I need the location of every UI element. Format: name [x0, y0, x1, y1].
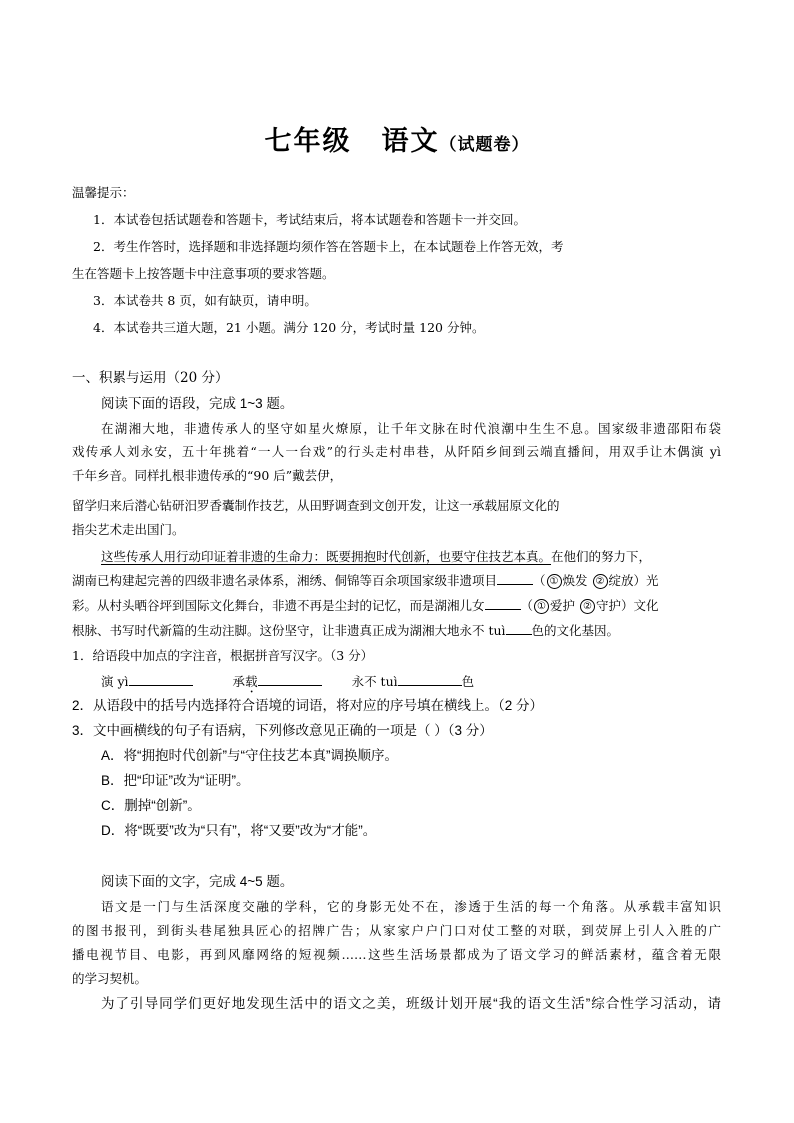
- title-subject: 语文: [381, 126, 440, 157]
- question-1-stem: 1．给语段中加点的字注音，根据拼音写汉字。（3 分）: [72, 648, 374, 663]
- passage1-line-6-rest: 在他们的努力下，: [551, 549, 652, 564]
- activity-intro: 为了引导同学们更好地发现生活中的语文之美，班级计划开展“我的语文生活”综合性学习活动，请: [101, 996, 721, 1011]
- passage1-line-8-text: 彩。从村头晒谷坪到国际文化舞台，非遗不再是尘封的记忆，而是湖湘儿女: [72, 598, 485, 613]
- choice-word-2: 守护）文化: [596, 598, 659, 613]
- passage1-line-2: 戏传承人刘永安，五十年挑着“一人一台戏”的行头走村串巷，从阡陌乡间到云端直播间，用双手让木偶演 yì: [72, 444, 721, 459]
- passage1-line-9: [72, 622, 619, 640]
- tip-item-1: 1．本试卷包括试题卷和答题卡，考试结束后，将本试题卷和答题卡一并交回。: [93, 212, 526, 227]
- passage1-line-7: [72, 572, 659, 590]
- underlined-sentence: 这些传承人用行动印证着非遗的生命力：既要拥抱时代创新，也要守住技艺本真。: [101, 549, 552, 564]
- question-1-items: [101, 673, 474, 696]
- answer-blank-3: [506, 622, 532, 635]
- passage2-line-1: 语文是一门与生活深度交融的学科，它的身影无处不在，渗透于生活的每一个角落。从承载丰富知识: [101, 899, 721, 914]
- option-1-marker: ①: [547, 574, 562, 589]
- passage1-line-8: [72, 597, 659, 615]
- choice-word-2: 绽放）光: [608, 573, 659, 588]
- q1-item-c-post: 色: [461, 674, 475, 689]
- choice-word-1: 爱护: [550, 598, 576, 613]
- passage1-line-9-end: 色的文化基因。: [531, 623, 620, 638]
- question-3-option-b: B．把“印证”改为“证明”。: [101, 773, 250, 788]
- tip-item-4: 4．本试卷共三道大题，21 小题。满分 120 分，考试时量 120 分钟。: [93, 320, 485, 335]
- q1-blank-c: [398, 673, 462, 686]
- q1-item-b-dotted: 载: [245, 674, 258, 689]
- passage1-line-1: 在湖湘大地，非遗传承人的坚守如星火燎原，让千年文脉在时代浪潮中生生不息。国家级非遗邵阳布袋: [101, 421, 721, 436]
- option-2-marker: ②: [593, 574, 608, 589]
- passage2-line-4: 的学习契机。: [72, 971, 148, 986]
- section1-heading: 一、积累与运用（20 分）: [72, 370, 229, 386]
- q1-blank-b: [258, 673, 322, 686]
- question-2-stem: 2．从语段中的括号内选择符合语境的词语，将对应的序号填在横线上。（2 分）: [72, 698, 544, 713]
- option-2-marker: ②: [580, 599, 595, 614]
- answer-blank-1: [497, 572, 533, 585]
- q1-item-c: 永不 tuì: [351, 674, 398, 689]
- q1-item-a: 演 yì: [101, 674, 129, 689]
- tip-item-3: 3．本试卷共 8 页，如有缺页，请申明。: [93, 293, 317, 308]
- passage1-line-9-text: 根脉、书写时代新篇的生动注脚。这份坚守，让非遗真正成为湖湘大地永不 tuì: [72, 623, 506, 638]
- passage1-line-6: [101, 548, 651, 566]
- option-1-marker: ①: [534, 599, 549, 614]
- tip-item-2: 2．考生作答时，选择题和非选择题均须作答在答题卡上，在本试题卷上作答无效，考: [93, 239, 564, 254]
- reading-intro-2: 阅读下面的文字，完成 4~5 题。: [101, 874, 294, 889]
- passage1-line-4: 留学归来后潜心钻研汨罗香囊制作技艺，从田野调查到文创开发，让这一承载屈原文化的: [72, 498, 560, 513]
- passage1-line-7-text: 湖南已构建起完善的四级非遗名录体系，湘绣、侗锦等百余项国家级非遗项目: [72, 573, 498, 588]
- question-3-option-c: C．删掉“创新”。: [101, 798, 201, 813]
- question-3-option-d: D．将“既要”改为“只有”，将“又要”改为“才能”。: [101, 823, 377, 838]
- passage2-line-3: 播电视节目、电影，再到风靡网络的短视频……这些生活场景都成为了语文学习的鲜活素材，蕴含着无限: [72, 947, 721, 962]
- paren-open: （: [533, 573, 546, 588]
- passage2-line-2: 的图书报刊，到街头巷尾独具匠心的招牌广告；从家家户户门口对仗工整的对联，到荧屏上引人入胜的广: [72, 923, 721, 938]
- passage1-line-5: 指尖艺术走出国门。: [72, 522, 185, 537]
- answer-blank-2: [485, 597, 521, 610]
- paren-open: （: [520, 598, 534, 613]
- q1-blank-a: [129, 673, 193, 686]
- question-3-stem: 3．文中画横线的句子有语病，下列修改意见正确的一项是（ ）（3 分）: [72, 723, 493, 738]
- page-title: [0, 119, 794, 158]
- tips-heading: 温馨提示：: [72, 185, 135, 200]
- question-3-option-a: A．将“拥抱时代创新”与“守住技艺本真”调换顺序。: [101, 748, 398, 763]
- title-tag: （试题卷）: [439, 135, 530, 155]
- choice-word-1: 焕发: [562, 573, 588, 588]
- title-grade: 七年级: [264, 126, 352, 157]
- passage1-line-3: 千年乡音。同样扎根非遗传承的“90 后”戴芸伊，: [72, 468, 343, 483]
- tip-item-2-cont: 生在答题卡上按答题卡中注意事项的要求答题。: [72, 266, 335, 281]
- reading-intro-1: 阅读下面的语段，完成 1~3 题。: [101, 396, 294, 411]
- q1-item-b-pre: 承: [232, 674, 246, 689]
